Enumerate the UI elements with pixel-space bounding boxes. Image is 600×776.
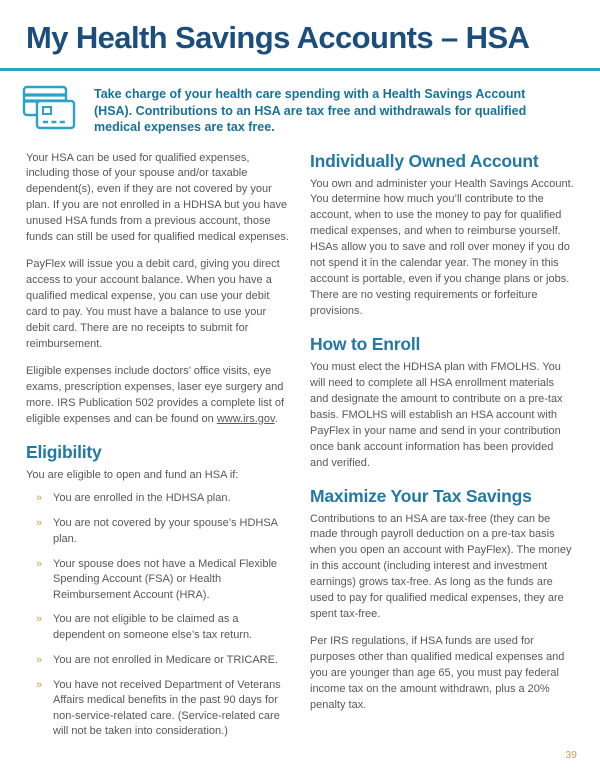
bullet-text: You are enrolled in the HDHSA plan. — [53, 492, 231, 505]
list-item — [36, 557, 290, 604]
bullet-chevron-icon: » — [36, 678, 43, 691]
bullet-chevron-icon: » — [36, 492, 43, 505]
list-item — [36, 653, 290, 669]
list-item — [36, 491, 290, 507]
section-heading-maximize-tax-savings: Maximize Your Tax Savings — [310, 485, 532, 506]
content-columns — [26, 151, 574, 750]
bullet-text: You are not covered by your spouse’s HDHSA plan. — [53, 517, 278, 545]
intro-text: Take charge of your health care spending with a Health Savings Account (HSA). Contributions to an HSA are tax free and withdrawals for qualified medical expenses are tax free. — [94, 87, 527, 134]
paragraph-how-to-enroll: You must elect the HDHSA plan with FMOLHS. You will need to complete all HSA enrollment materials and designate the amount to contribute on a pre-tax basis. FMOLHS will establish an HSA account with PayFlex in your name and send in your contribution once bank account information has been provided and verified. — [310, 360, 563, 469]
irs-gov-link[interactable]: www.irs.gov — [216, 412, 275, 425]
page-title: My Health Savings Accounts – HSA — [26, 20, 530, 55]
bullet-text: You are not enrolled in Medicare or TRICARE. — [53, 653, 279, 666]
right-column — [310, 151, 574, 750]
paragraph-payflex-card: PayFlex will issue you a debit card, giving you direct access to your account balance. When you have a qualified medical expense, you can use your debit card to pay. You must have a balance to use your debit card. There are no receipts to submit for reimbursement. — [26, 258, 280, 350]
title-divider — [0, 68, 600, 71]
section-heading-eligibility: Eligibility — [26, 441, 102, 462]
page-number: 39 — [565, 749, 577, 761]
bullet-chevron-icon: » — [36, 557, 43, 570]
list-item — [36, 612, 290, 643]
section-heading-how-to-enroll: How to Enroll — [310, 333, 421, 354]
section-heading-individually-owned: Individually Owned Account — [310, 150, 539, 171]
paragraph-individually-owned: You own and administer your Health Savings Account. You determine how much you’ll contribute to the account, when to use the money to pay for qualified medical expenses, and when to reimburse yourself. HSAs allow you to save and roll over money if you do not spend it in the calendar year. The money in this account is portable, even if you change plans or jobs. There are no vesting requirements or forfeiture provisions. — [310, 177, 574, 317]
paragraph-hsa-usage: Your HSA can be used for qualified expenses, including those of your spouse and/or taxable dependent(s), even if they are not covered by your plan. If you are not enrolled in a HDHSA but you have unused HSA funds from a previous account, those funds can still be used for qualified medical expenses. — [26, 151, 289, 244]
left-column — [26, 151, 290, 750]
paragraph-eligible-expenses — [26, 364, 290, 428]
paragraph-text-before-link: Eligible expenses include doctors’ office visits, eye exams, prescription expenses, laser eye surgery and more. IRS Publication 502 provides a complete list of eligible expenses and can be found on — [26, 364, 285, 425]
intro-banner — [20, 84, 570, 136]
debit-cards-icon — [20, 84, 78, 132]
paragraph-irs-regulations: Per IRS regulations, if HSA funds are used for purposes other than qualified medical expenses and you are younger than age 65, you must pay federal income tax on the amount withdrawn, plus a 20% penalty tax. — [310, 635, 565, 711]
eligibility-lead: You are eligible to open and fund an HSA if: — [26, 468, 239, 481]
bullet-text: Your spouse does not have a Medical Flexible Spending Account (FSA) or Health Reimbursement Account (HRA). — [53, 557, 278, 601]
paragraph-tax-free: Contributions to an HSA are tax-free (they can be made through payroll deduction on a pre-tax basis when you open an account with PayFlex). The money in this account (including interest and investment earnings) grows tax-free. As long as the funds are used to pay for qualified medical expenses, they are spent tax-free. — [310, 512, 572, 621]
eligibility-bullet-list — [36, 491, 290, 740]
bullet-chevron-icon: » — [36, 653, 43, 666]
list-item — [36, 516, 290, 547]
paragraph-text-after-link: . — [274, 412, 278, 425]
bullet-text: You are not eligible to be claimed as a dependent on someone else’s tax return. — [53, 613, 253, 642]
list-item — [36, 678, 290, 740]
bullet-chevron-icon: » — [36, 517, 43, 530]
bullet-text: You have not received Department of Veterans Affairs medical benefits in the past 90 days for non-service-related care. (Service-related care will not be taken into consideration.) — [53, 678, 281, 738]
bullet-chevron-icon: » — [36, 613, 43, 626]
